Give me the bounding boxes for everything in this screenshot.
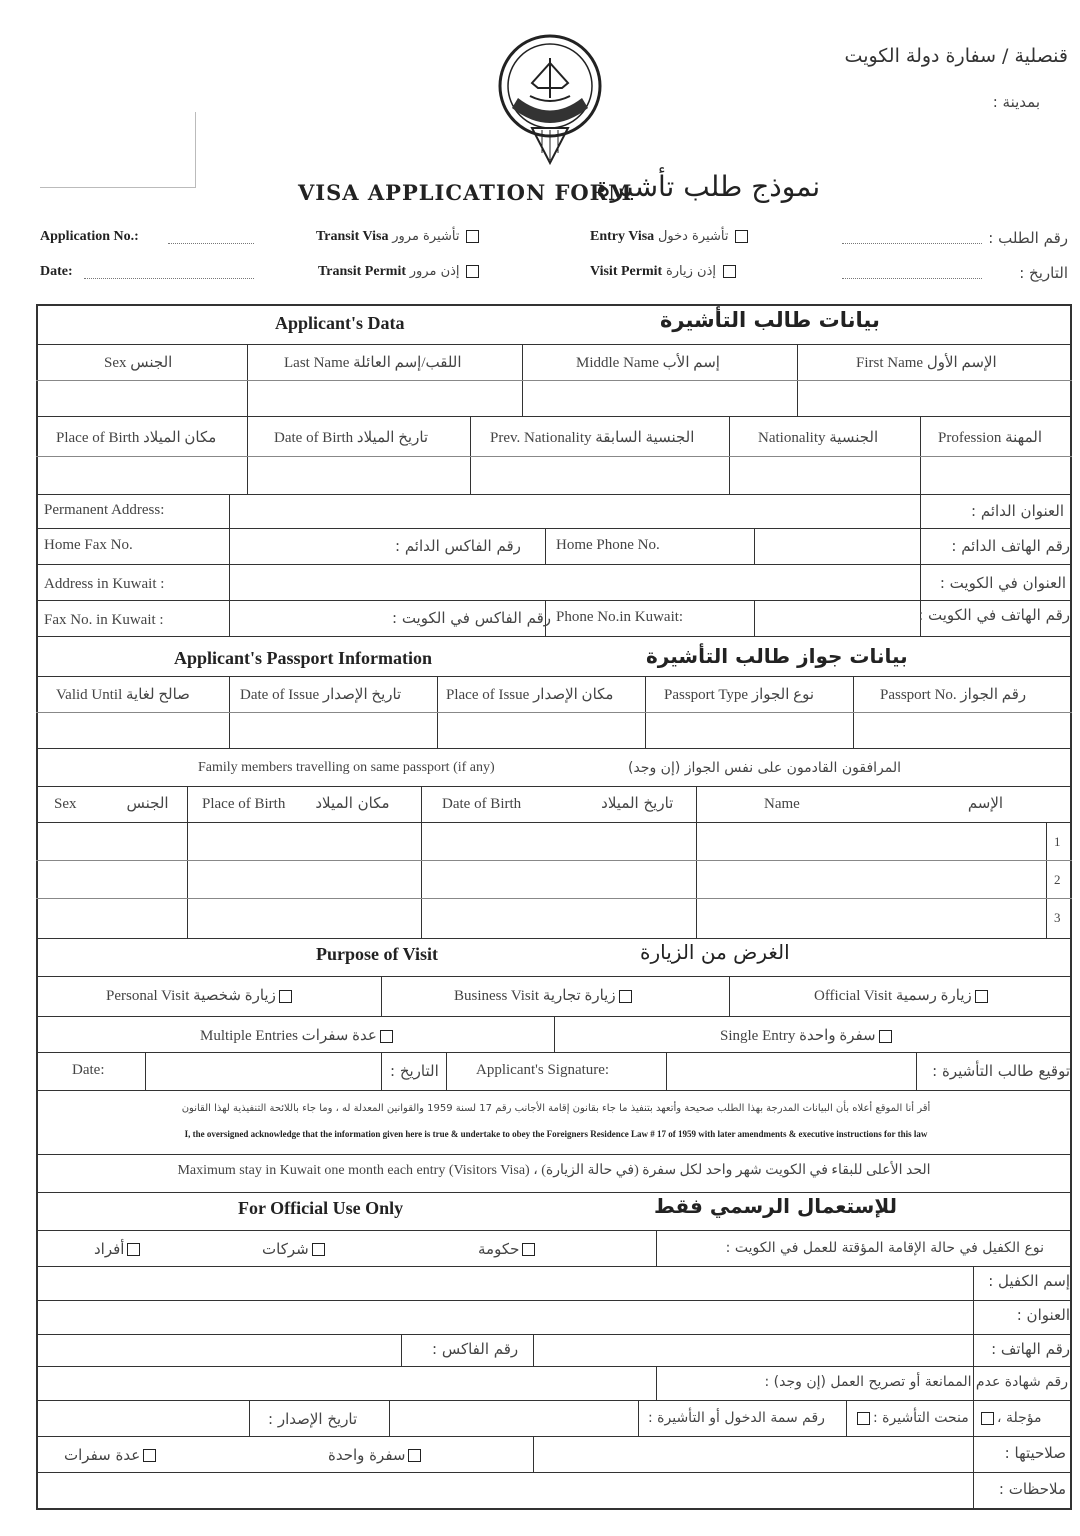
postponed-option[interactable]: مؤجلة ،: [978, 1410, 1042, 1426]
profession-input[interactable]: [922, 458, 1070, 492]
permanent-address-ar-label: العنوان الدائم :: [971, 502, 1064, 520]
phone-kuwait-label: Phone No.in Kuwait:: [556, 609, 684, 625]
home-phone-input[interactable]: [756, 530, 918, 562]
transit-permit-checkbox[interactable]: [466, 265, 479, 278]
family-row-3-input[interactable]: [38, 900, 1044, 936]
purpose-title-en: Purpose of Visit: [316, 944, 439, 964]
transit-visa-option[interactable]: Transit Visa تأشيرة مرور: [316, 228, 482, 245]
single-trip-option[interactable]: سفرة واحدة: [328, 1446, 424, 1464]
applicant-title-ar: بيانات طالب التأشيرة: [660, 308, 880, 332]
prev-nationality-input[interactable]: [472, 458, 727, 492]
sign-date-ar-label: التاريخ :: [390, 1062, 439, 1080]
place-of-birth-label: Place of Birth مكان الميلاد: [56, 430, 217, 446]
family-row-1-input[interactable]: [38, 824, 1044, 858]
family-row-2-input[interactable]: [38, 862, 1044, 896]
individuals-checkbox[interactable]: [127, 1243, 140, 1256]
applicant-title-en: Applicant's Data: [275, 313, 405, 333]
fax-kuwait-label: Fax No. in Kuwait :: [44, 612, 164, 628]
validity-label: صلاحيتها :: [1004, 1444, 1066, 1462]
home-phone-ar-label: رقم الهاتف الدائم :: [951, 537, 1070, 555]
date-of-issue-input[interactable]: [231, 714, 435, 746]
entry-visa-no-label: رقم سمة الدخول أو التأشيرة :: [648, 1410, 825, 1426]
family-name-label: Name الإسم: [764, 794, 1004, 812]
permanent-address-label: Permanent Address:: [44, 502, 165, 518]
business-visit-checkbox[interactable]: [619, 990, 632, 1003]
multiple-entries-option[interactable]: Multiple Entries عدة سفرات: [200, 1026, 396, 1045]
multiple-trips-checkbox[interactable]: [143, 1449, 156, 1462]
single-trip-checkbox[interactable]: [408, 1449, 421, 1462]
family-row-number: 1: [1054, 834, 1061, 849]
date-of-birth-input[interactable]: [249, 458, 468, 492]
sex-input[interactable]: [38, 382, 245, 414]
sponsor-address-label: العنوان :: [1016, 1306, 1070, 1324]
visit-permit-option[interactable]: Visit Permit إذن زيارة: [590, 263, 739, 280]
address-kuwait-label: Address in Kuwait :: [44, 576, 165, 592]
official-visit-checkbox[interactable]: [975, 990, 988, 1003]
passport-no-input[interactable]: [855, 714, 1070, 746]
transit-permit-option[interactable]: Transit Permit إذن مرور: [318, 263, 482, 280]
sponsor-phone-input[interactable]: [535, 1336, 971, 1364]
form-title-en: VISA APPLICATION FORM: [298, 180, 633, 205]
validity-input[interactable]: [535, 1438, 971, 1470]
photo-box: [40, 112, 196, 188]
max-stay-notice: Maximum stay in Kuwait one month each entry (Visitors Visa) ، الحد الأعلى للبقاء في الكويت شهر واحد لكل سفرة (في حالة الزيارة): [177, 1163, 931, 1178]
fax-kuwait-input[interactable]: [231, 602, 381, 634]
multiple-entries-checkbox[interactable]: [380, 1030, 393, 1043]
signature-label: Applicant's Signature:: [476, 1062, 610, 1078]
date-label: Date:: [40, 264, 73, 279]
application-no-ar-label: رقم الطلب :: [988, 229, 1068, 247]
companies-checkbox[interactable]: [312, 1243, 325, 1256]
passport-no-label: Passport No. رقم الجواز: [880, 687, 1027, 703]
home-phone-label: Home Phone No.: [556, 537, 660, 553]
business-visit-option[interactable]: Business Visit زيارة تجارية: [454, 986, 635, 1005]
transit-visa-checkbox[interactable]: [466, 230, 479, 243]
middle-name-input[interactable]: [524, 382, 795, 414]
passport-type-label: Passport Type نوع الجواز: [664, 687, 815, 703]
multiple-trips-option[interactable]: عدة سفرات: [64, 1446, 159, 1464]
form-title-ar: نموذج طلب تأشيرة: [596, 170, 821, 203]
purpose-title-ar: الغرض من الزيارة: [640, 940, 790, 964]
consulate-label: قنصلية / سفارة دولة الكويت: [844, 45, 1068, 67]
kuwait-emblem: [492, 28, 608, 168]
postponed-checkbox[interactable]: [981, 1412, 994, 1425]
official-title-ar: للإستعمال الرسمي فقط: [654, 1194, 898, 1218]
prev-nationality-label: Prev. Nationality الجنسية السابقة: [490, 430, 695, 446]
sponsor-name-label: إسم الكفيل :: [988, 1272, 1070, 1290]
family-dob-label: Date of Birth تاريخ الميلاد: [442, 794, 674, 812]
address-kuwait-input[interactable]: [231, 566, 918, 598]
nationality-label: Nationality الجنسية: [758, 430, 879, 446]
date-of-issue-label: Date of Issue تاريخ الإصدار: [240, 687, 402, 703]
companies-option[interactable]: شركات: [262, 1240, 328, 1258]
place-of-issue-input[interactable]: [439, 714, 643, 746]
granted-checkbox[interactable]: [857, 1412, 870, 1425]
sponsor-fax-label: رقم الفاكس :: [432, 1340, 519, 1358]
sponsor-address-input[interactable]: [38, 1302, 971, 1334]
sign-date-label: Date:: [72, 1062, 105, 1078]
family-sex-label: Sex الجنس: [54, 794, 169, 812]
home-fax-input[interactable]: [231, 530, 381, 562]
entry-visa-checkbox[interactable]: [735, 230, 748, 243]
passport-title-ar: بيانات جواز طالب التأشيرة: [646, 644, 908, 668]
passport-type-input[interactable]: [647, 714, 851, 746]
personal-visit-option[interactable]: Personal Visit زيارة شخصية: [106, 986, 295, 1005]
first-name-label: First Name الإسم الأول: [856, 355, 997, 371]
valid-until-label: Valid Until صالح لغاية: [56, 687, 190, 703]
signature-ar-label: توقيع طالب التأشيرة :: [932, 1062, 1070, 1080]
sponsor-name-input[interactable]: [38, 1268, 971, 1300]
signature-input[interactable]: [668, 1054, 914, 1088]
last-name-label: Last Name اللقب/إسم العائلة: [284, 355, 462, 371]
visit-permit-checkbox[interactable]: [723, 265, 736, 278]
single-entry-checkbox[interactable]: [879, 1030, 892, 1043]
family-row-number: 3: [1054, 910, 1061, 925]
notes-label: ملاحظات :: [998, 1480, 1066, 1498]
issue-date-label: تاريخ الإصدار :: [268, 1410, 358, 1428]
noc-input[interactable]: [38, 1368, 654, 1398]
family-title-ar: المرافقون القادمون على نفس الجواز (إن وجد): [628, 760, 902, 776]
sponsor-fax-input[interactable]: [38, 1336, 399, 1364]
permanent-address-input[interactable]: [231, 496, 918, 528]
address-kuwait-ar-label: العنوان في الكويت :: [939, 574, 1066, 592]
city-label: بمدينة :: [992, 93, 1040, 111]
fax-kuwait-ar-label: رقم الفاكس في الكويت :: [392, 609, 552, 627]
family-title-en: Family members travelling on same passport (if any): [198, 760, 495, 775]
gov-checkbox[interactable]: [522, 1243, 535, 1256]
declaration-ar: أقر أنا الموقع أعلاه بأن البيانات المدرجة بهذا الطلب صحيحة وأتعهد بتنفيذ ما جاء بقانون إقامة الأجانب رقم 17 لسنة 1959 والقوانين المعدلة له ، وما جاء باللائحة التنفيذية لهذا القانون: [181, 1103, 931, 1114]
official-title-en: For Official Use Only: [238, 1198, 404, 1218]
gov-option[interactable]: حكومة: [478, 1240, 538, 1258]
application-no-label: Application No.:: [40, 229, 139, 244]
official-visit-option[interactable]: Official Visit زيارة رسمية: [814, 986, 991, 1005]
sign-date-input[interactable]: [147, 1054, 379, 1088]
valid-until-input[interactable]: [38, 714, 227, 746]
sponsor-phone-label: رقم الهاتف :: [991, 1340, 1070, 1358]
entry-visa-option[interactable]: Entry Visa تأشيرة دخول: [590, 228, 751, 245]
home-fax-ar-label: رقم الفاكس الدائم :: [395, 537, 521, 555]
last-name-input[interactable]: [249, 382, 520, 414]
middle-name-label: Middle Name إسم الأب: [576, 355, 720, 371]
first-name-input[interactable]: [799, 382, 1070, 414]
personal-visit-checkbox[interactable]: [279, 990, 292, 1003]
home-fax-label: Home Fax No.: [44, 537, 133, 553]
passport-title-en: Applicant's Passport Information: [174, 648, 433, 668]
sex-label: Sex الجنس: [104, 355, 173, 371]
date-of-birth-label: Date of Birth تاريخ الميلاد: [274, 430, 429, 446]
phone-kuwait-ar-label: رقم الهاتف في الكويت :: [918, 606, 1070, 624]
nationality-input[interactable]: [731, 458, 918, 492]
place-of-birth-input[interactable]: [38, 458, 245, 492]
issue-date-input[interactable]: [38, 1402, 247, 1434]
notes-input[interactable]: [38, 1474, 971, 1506]
declaration-en: I, the oversigned acknowledge that the information given here is true & undertake to obey the Foreigners Residence Law # 17 of 1959 with later amendments & executive instructions for this law: [184, 1129, 928, 1139]
phone-kuwait-input[interactable]: [756, 602, 918, 634]
date-ar-label: التاريخ :: [1019, 264, 1068, 282]
profession-label: Profession المهنة: [938, 430, 1042, 446]
place-of-issue-label: Place of Issue مكان الإصدار: [446, 687, 614, 703]
family-pob-label: Place of Birth مكان الميلاد: [202, 794, 390, 812]
granted-option[interactable]: منحت التأشيرة :: [854, 1410, 969, 1426]
single-entry-option[interactable]: Single Entry سفرة واحدة: [720, 1026, 895, 1045]
entry-visa-no-input[interactable]: [391, 1402, 636, 1434]
noc-label: رقم شهادة عدم الممانعة أو تصريح العمل (إن وجد) :: [764, 1374, 1068, 1390]
family-row-number: 2: [1054, 872, 1061, 887]
individuals-option[interactable]: أفراد: [94, 1240, 143, 1258]
sponsor-type-label: نوع الكفيل في حالة الإقامة المؤقتة للعمل في الكويت :: [725, 1240, 1044, 1256]
